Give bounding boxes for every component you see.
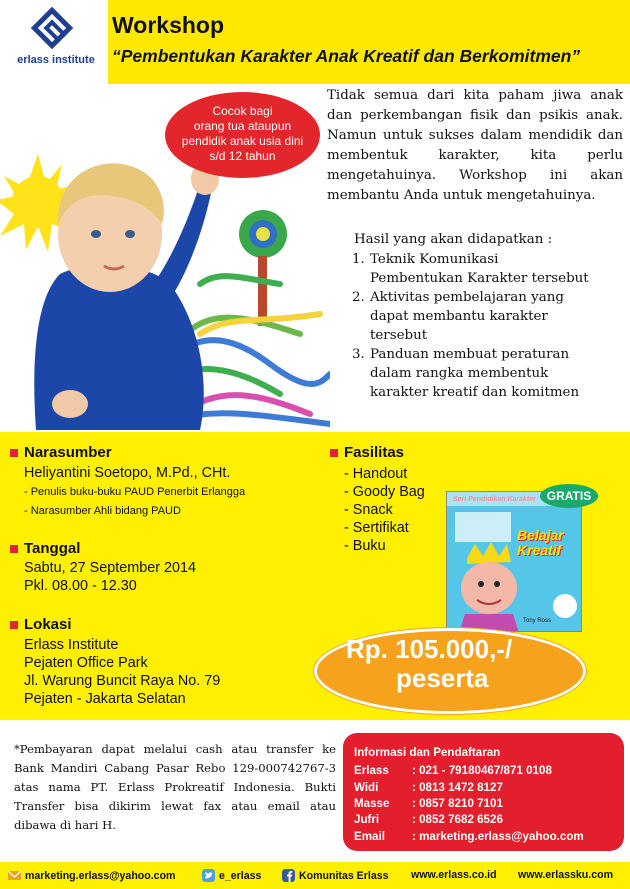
benefit-number: 3. (352, 347, 365, 362)
benefit-line: karakter kreatif dan komitmen (370, 385, 580, 400)
speaker-note: - Narasumber Ahli bidang PAUD (24, 505, 181, 517)
book-title-line: Kreatif (517, 542, 562, 558)
book-author: Tony Ross (523, 618, 552, 624)
benefit-item (352, 345, 624, 402)
contact-label: Email (354, 830, 385, 843)
benefit-line: dapat membantu karakter (370, 309, 548, 324)
bullet-square-icon (10, 545, 18, 553)
fasilitas-heading (330, 444, 404, 461)
footer-facebook-text: Komunitas Erlass (299, 869, 389, 882)
contact-row (354, 813, 503, 826)
benefit-item (352, 288, 624, 345)
contact-row (354, 764, 552, 777)
contact-label: Widi (354, 781, 379, 794)
facility-item: - Handout (344, 466, 408, 482)
contact-row (354, 781, 503, 794)
book-title (517, 528, 564, 558)
bubble-line: orang tua ataupun (193, 119, 292, 133)
twitter-icon (202, 869, 215, 882)
book-title-line: Belajar (517, 527, 564, 543)
contact-title: Informasi dan Pendaftaran (354, 746, 501, 759)
footer-website-1[interactable] (411, 869, 497, 881)
book-illustration (447, 492, 582, 632)
bullet-square-icon (330, 449, 338, 457)
logo-text: erlass institute (17, 54, 95, 66)
contact-value: : 0813 1472 8127 (412, 781, 503, 794)
facility-item: - Goody Bag (344, 484, 425, 500)
benefit-line: dalam rangka membentuk (370, 366, 549, 381)
benefit-line: Pembentukan Karakter tersebut (370, 271, 589, 286)
contact-row (354, 830, 584, 843)
footer-website-2-text: www.erlassku.com (518, 869, 613, 881)
footer-email-text: marketing.erlass@yahoo.com (25, 869, 176, 882)
location-line: Pejaten - Jakarta Selatan (24, 691, 186, 707)
contact-label: Erlass (354, 764, 389, 777)
page-title: Workshop (112, 12, 225, 38)
footer-website-2[interactable] (518, 869, 613, 881)
bubble-line: pendidik anak usia dini (181, 134, 304, 148)
logo (0, 0, 108, 84)
facility-item: - Snack (344, 502, 393, 518)
intro-paragraph: Tidak semua dari kita paham jiwa anak dan perkembangan fisik dan psikis anak. Namun untuk sukses dalam mendidik dan membentuk karakter, kita perlu mengetahuinya. Workshop ini akan membantu Anda untuk mengetahuinya. (327, 88, 623, 203)
tanggal-title: Tanggal (24, 540, 81, 557)
price-unit: peserta (396, 663, 489, 693)
price-amount: Rp. 105.000,-/ (346, 634, 513, 664)
benefit-item (352, 250, 624, 288)
payment-note: *Pembayaran dapat melalui cash atau transfer ke Bank Mandiri Cabang Pasar Rebo 129-000742767-3 atas nama PT. Erlass Prokreatif Indonesia. Bukti Transfer bisa dikirim lewat fax atau email atau dibawa di hari H. (14, 742, 336, 832)
envelope-icon (8, 869, 21, 882)
benefit-number: 2. (352, 290, 365, 305)
footer-website-1-text: www.erlass.co.id (411, 869, 497, 881)
free-badge: GRATIS (540, 484, 598, 508)
location-line: Jl. Warung Buncit Raya No. 79 (24, 673, 221, 689)
benefits-title: Hasil yang akan didapatkan : (354, 232, 553, 247)
benefits-list (352, 250, 624, 402)
contact-email[interactable]: : marketing.erlass@yahoo.com (412, 830, 584, 843)
event-date: Sabtu, 27 September 2014 (24, 560, 197, 576)
erlass-logo-icon (30, 6, 74, 50)
bubble-line: s/d 12 tahun (209, 149, 276, 163)
speaker-name: Heliyantini Soetopo, M.Pd., CHt. (24, 465, 231, 481)
fasilitas-title: Fasilitas (344, 444, 405, 461)
contact-value: : 0857 8210 7101 (412, 797, 503, 810)
contact-label: Jufri (354, 813, 380, 826)
footer-twitter[interactable] (202, 869, 261, 882)
footer-facebook[interactable] (282, 869, 389, 882)
audience-bubble (165, 92, 320, 178)
location-line: Erlass Institute (24, 637, 119, 653)
event-time: Pkl. 08.00 - 12.30 (24, 578, 137, 594)
facebook-icon (282, 869, 295, 882)
contact-box (343, 733, 624, 851)
bubble-line: Cocok bagi (212, 104, 273, 118)
contact-row (354, 797, 503, 810)
contact-value: : 021 - 79180467/871 0108 (412, 764, 552, 777)
bullet-square-icon (10, 449, 18, 457)
lokasi-title: Lokasi (24, 616, 72, 633)
benefit-line: tersebut (370, 328, 428, 343)
tanggal-heading (10, 540, 80, 557)
bullet-square-icon (10, 621, 18, 629)
contact-label: Masse (354, 797, 390, 810)
footer-bar (0, 862, 630, 889)
narasumber-title: Narasumber (24, 444, 112, 461)
benefit-line: Aktivitas pembelajaran yang (370, 290, 564, 305)
benefit-line: Teknik Komunikasi (370, 252, 499, 267)
footer-email[interactable] (8, 869, 175, 882)
page-subtitle: “Pembentukan Karakter Anak Kreatif dan Berkomitmen” (112, 46, 581, 66)
speaker-note: - Penulis buku-buku PAUD Penerbit Erlangga (24, 486, 246, 498)
location-line: Pejaten Office Park (24, 655, 148, 671)
benefit-number: 1. (352, 252, 365, 267)
lokasi-heading (10, 616, 72, 633)
footer-twitter-text: e_erlass (219, 869, 262, 882)
contact-value: : 0852 7682 6526 (412, 813, 503, 826)
facility-item: - Buku (344, 538, 386, 554)
facility-item: - Sertifikat (344, 520, 409, 536)
benefit-line: Panduan membuat peraturan (370, 347, 570, 362)
narasumber-heading (10, 444, 112, 461)
book-cover-image (446, 491, 582, 632)
